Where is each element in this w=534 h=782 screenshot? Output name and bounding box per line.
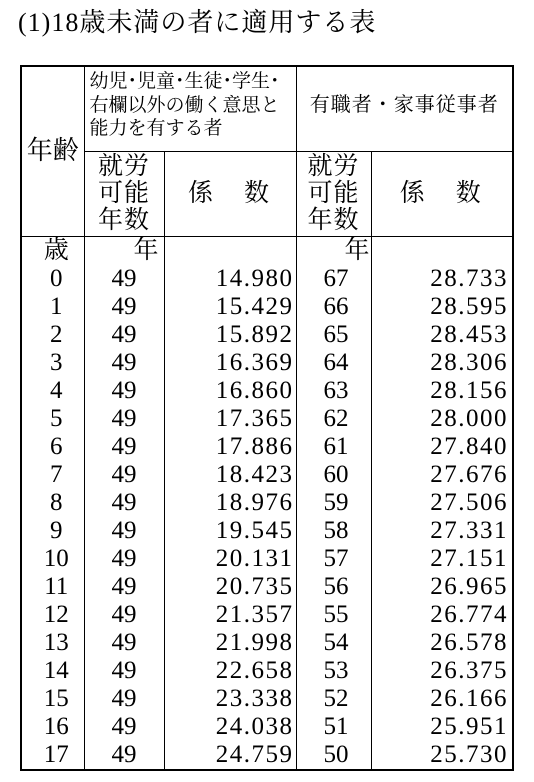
group-b-coef-cell: 27.676 <box>430 460 509 488</box>
table-row <box>21 461 513 489</box>
group-b-coef-cell: 25.730 <box>430 740 509 768</box>
group-b-coef-cell: 26.375 <box>430 656 509 684</box>
group-b-years-cell: 54 <box>296 629 371 657</box>
group-b-coef-cell: 27.331 <box>430 516 509 544</box>
group-b-years-cell: 52 <box>296 685 371 713</box>
years-header-line: 可能 <box>307 180 360 207</box>
table-row <box>21 377 513 405</box>
table-row <box>21 293 513 321</box>
age-cell: 9 <box>21 517 84 545</box>
age-cell: 0 <box>21 265 84 293</box>
group-a-coef-cell: 17.886 <box>164 433 296 461</box>
age-cell: 1 <box>21 293 84 321</box>
group-b-years-cell: 59 <box>296 489 371 517</box>
group-a-header-line: 右欄以外の働く意思と <box>89 94 280 116</box>
table-row <box>21 629 513 657</box>
age-cell: 3 <box>21 349 84 377</box>
table-row <box>21 713 513 741</box>
age-cell: 8 <box>21 489 84 517</box>
group-a-coef-unit <box>164 236 296 265</box>
table-row <box>21 517 513 545</box>
group-a-years-cell: 49 <box>84 349 164 377</box>
group-b-years-cell: 60 <box>296 461 371 489</box>
group-b-years-cell: 65 <box>296 321 371 349</box>
age-cell: 7 <box>21 461 84 489</box>
age-cell: 12 <box>21 601 84 629</box>
group-b-years-cell: 64 <box>296 349 371 377</box>
group-a-header <box>84 66 296 151</box>
group-a-years-cell: 49 <box>84 629 164 657</box>
group-b-coef-cell: 28.000 <box>430 404 509 432</box>
group-a-coef-cell: 21.357 <box>164 601 296 629</box>
age-cell: 6 <box>21 433 84 461</box>
group-a-years-cell: 49 <box>84 601 164 629</box>
table-row <box>21 741 513 770</box>
group-b-years-cell: 51 <box>296 713 371 741</box>
age-cell: 11 <box>21 573 84 601</box>
age-cell: 13 <box>21 629 84 657</box>
group-b-header: 有職者・家事従事者 <box>296 66 513 151</box>
table-header <box>21 66 513 236</box>
group-b-years-cell: 61 <box>296 433 371 461</box>
group-a-years-cell: 49 <box>84 489 164 517</box>
table-row <box>21 433 513 461</box>
group-a-years-cell: 49 <box>84 377 164 405</box>
age-unit: 歳 <box>21 236 84 265</box>
group-a-years-cell: 49 <box>84 573 164 601</box>
group-b-years-header <box>296 151 371 236</box>
group-a-coef-cell: 15.429 <box>164 293 296 321</box>
group-a-years-cell: 49 <box>84 657 164 685</box>
age-cell: 14 <box>21 657 84 685</box>
group-b-years-cell: 53 <box>296 657 371 685</box>
group-b-years-cell: 63 <box>296 377 371 405</box>
group-b-coef-cell: 26.578 <box>430 628 509 656</box>
age-cell: 15 <box>21 685 84 713</box>
group-b-coef-cell: 26.965 <box>430 572 509 600</box>
table-row <box>21 657 513 685</box>
table-row <box>21 685 513 713</box>
group-a-coef-cell: 24.759 <box>164 741 296 770</box>
group-a-years-cell: 49 <box>84 713 164 741</box>
table-body <box>21 236 513 770</box>
group-a-header-line: 能力を有する者 <box>89 118 223 139</box>
table-row <box>21 321 513 349</box>
group-b-years-cell: 56 <box>296 573 371 601</box>
group-a-years-cell: 49 <box>84 265 164 293</box>
group-a-header-line: 幼児･児童･生徒･学生･ <box>89 71 280 92</box>
years-header-line: 年数 <box>97 207 150 234</box>
group-b-years-cell: 50 <box>296 741 371 770</box>
group-a-years-cell: 49 <box>84 293 164 321</box>
group-a-coef-cell: 20.735 <box>164 573 296 601</box>
group-a-years-unit: 年 <box>84 236 164 265</box>
table-row <box>21 265 513 293</box>
group-b-years-cell: 66 <box>296 293 371 321</box>
group-a-years-cell: 49 <box>84 545 164 573</box>
group-b-years-cell: 62 <box>296 405 371 433</box>
table-row <box>21 489 513 517</box>
age-cell: 5 <box>21 405 84 433</box>
unit-row <box>21 236 513 265</box>
group-b-coef-cell: 26.166 <box>430 684 509 712</box>
age-cell: 10 <box>21 545 84 573</box>
table-row <box>21 349 513 377</box>
coefficient-table <box>20 65 514 771</box>
group-b-coef-cell: 28.156 <box>430 376 509 404</box>
group-a-coef-cell: 14.980 <box>164 265 296 293</box>
group-a-coef-cell: 20.131 <box>164 545 296 573</box>
group-b-years-unit: 年 <box>296 236 371 265</box>
group-b-coef-cell: 26.774 <box>430 600 509 628</box>
group-b-coef-cell: 25.951 <box>430 712 509 740</box>
group-b-coef-cell: 27.840 <box>430 432 509 460</box>
group-b-years-cell: 55 <box>296 601 371 629</box>
table-row <box>21 601 513 629</box>
table-row <box>21 405 513 433</box>
group-a-coef-cell: 19.545 <box>164 517 296 545</box>
header-row-columns <box>21 151 513 236</box>
age-cell: 4 <box>21 377 84 405</box>
group-a-years-cell: 49 <box>84 405 164 433</box>
group-b-coef-cell: 28.595 <box>430 292 509 320</box>
group-a-coef-cell: 16.369 <box>164 349 296 377</box>
page-title: (1)18歳未満の者に適用する表 <box>18 8 377 37</box>
group-a-coef-cell: 18.976 <box>164 489 296 517</box>
header-row-groups <box>21 66 513 151</box>
group-b-coef-cell: 28.453 <box>430 320 509 348</box>
group-a-coef-cell: 24.038 <box>164 713 296 741</box>
group-a-coef-cell: 23.338 <box>164 685 296 713</box>
group-a-years-cell: 49 <box>84 461 164 489</box>
group-a-years-header <box>84 151 164 236</box>
years-header-line: 就労 <box>307 153 360 180</box>
group-a-years-cell: 49 <box>84 517 164 545</box>
group-a-coef-header: 係 数 <box>164 151 296 236</box>
table-row <box>21 573 513 601</box>
group-a-coef-cell: 18.423 <box>164 461 296 489</box>
group-a-coef-cell: 16.860 <box>164 377 296 405</box>
age-header: 年齢 <box>21 66 84 236</box>
group-b-years-cell: 58 <box>296 517 371 545</box>
group-a-coef-cell: 21.998 <box>164 629 296 657</box>
age-cell: 2 <box>21 321 84 349</box>
age-cell: 16 <box>21 713 84 741</box>
group-a-coef-cell: 15.892 <box>164 321 296 349</box>
group-a-years-cell: 49 <box>84 741 164 770</box>
group-b-years-cell: 57 <box>296 545 371 573</box>
group-b-coef-cell: 28.733 <box>430 264 509 292</box>
years-header-line: 年数 <box>307 207 360 234</box>
group-a-coef-cell: 17.365 <box>164 405 296 433</box>
group-b-coef-header: 係 数 <box>371 151 513 236</box>
group-b-years-cell: 67 <box>296 265 371 293</box>
group-a-years-cell: 49 <box>84 433 164 461</box>
group-b-coef-cell: 28.306 <box>430 348 509 376</box>
group-b-coef-unit <box>371 236 513 265</box>
group-a-years-cell: 49 <box>84 321 164 349</box>
years-header-line: 就労 <box>97 153 150 180</box>
group-b-coef-cell: 27.151 <box>430 544 509 572</box>
group-b-coef-cell: 27.506 <box>430 488 509 516</box>
group-a-years-cell: 49 <box>84 685 164 713</box>
age-cell: 17 <box>21 741 84 770</box>
table-row <box>21 545 513 573</box>
group-a-coef-cell: 22.658 <box>164 657 296 685</box>
years-header-line: 可能 <box>97 180 150 207</box>
